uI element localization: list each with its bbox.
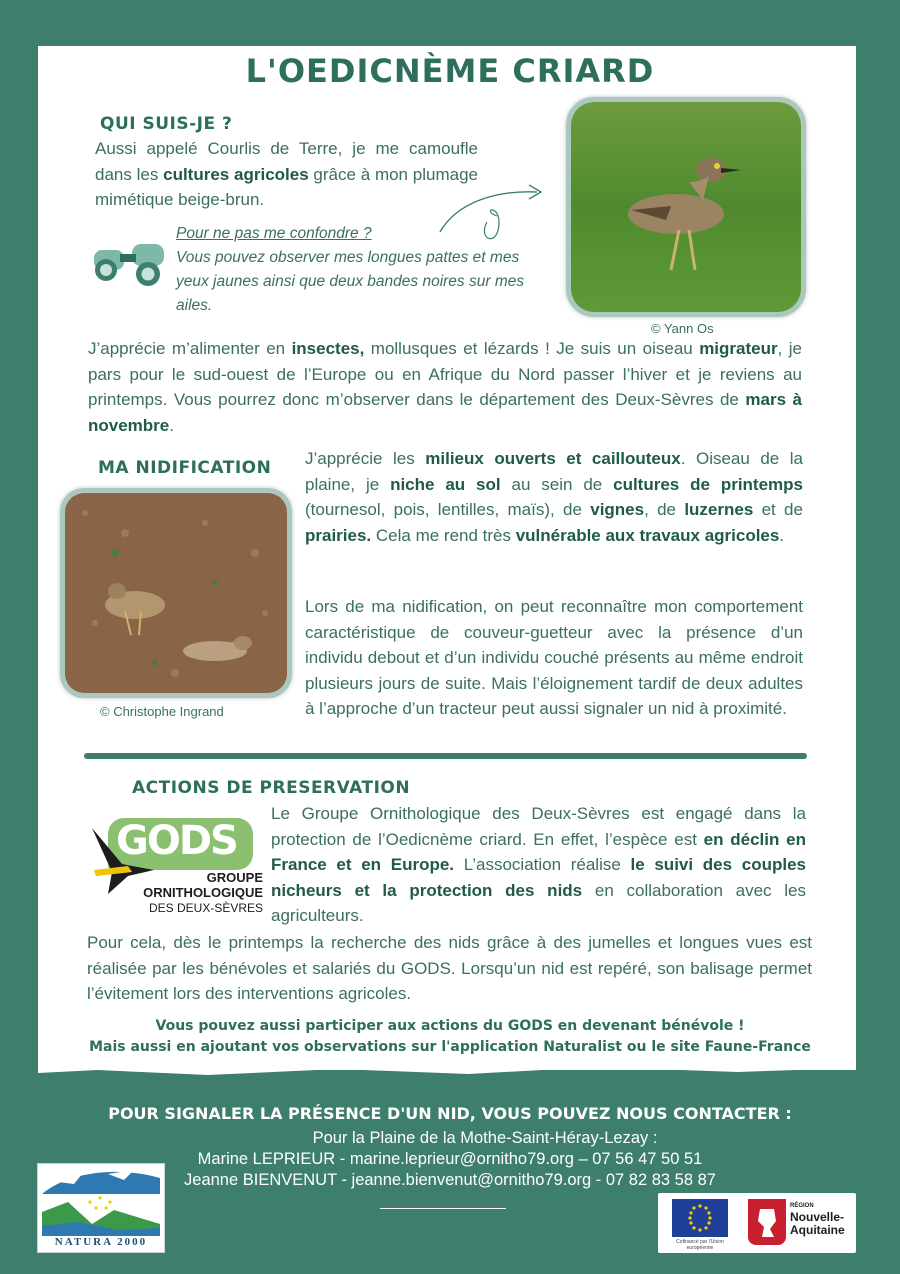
confuse-block [176,222,550,318]
contact-jeanne: Jeanne BIENVENUT - jeanne.bienvenut@ornitho79.org - 07 82 83 58 87 [184,1171,716,1189]
region-crest-icon [748,1199,786,1245]
actions-para1: Le Groupe Ornithologique des Deux-Sèvres est engagé dans la protection de l’Oedicnème criard. En effet, l’espèce est en déclin en France et en Europe. L’association réalise le suivi des couples nicheurs et la protection des nids en collaboration avec les agriculteurs. [271,804,806,925]
footer-rule [380,1208,506,1209]
contact-area: Pour la Plaine de la Mothe-Saint-Héray-Lezay : [312,1129,658,1147]
bird-photo-image [571,102,801,312]
nidification-para1: J’apprécie les milieux ouverts et caillouteux. Oiseau de la plaine, je niche au sol au sein de cultures de printemps (tournesol, pois, lentilles, maïs), de vignes, de luzernes et de prairies. Cela me rend très vulnérable aux travaux agricoles. [305,449,804,545]
torn-paper-edge [38,1060,856,1080]
eu-caption: Cofinancé par l'Union européenne [676,1239,724,1251]
region-small-label: RÉGION [790,1203,814,1209]
nidification-para2: Lors de ma nidification, on peut reconnaître mon comportement caractéristique de couveur-guetteur avec la présence d’un individu debout et d’un individu couché présents au même endroit plusieurs jours de suite. Mais l’éloignement tardif de deux adultes à l’approche d’un tracteur peut aussi signaler un nid à proximité. [305,597,803,718]
gods-logo-line3: DES DEUX-SÈVRES [148,901,263,915]
region-lion [748,1199,786,1245]
gods-logo [88,816,263,916]
gods-logo-text: GODS [116,818,237,864]
region-name-l1: Nouvelle- [790,1210,845,1224]
region-name [790,1211,845,1237]
region-name-l2: Aquitaine [790,1223,845,1237]
volunteer-cta: Vous pouvez aussi participer aux actions du GODS en devenant bénévole ! [155,1018,745,1034]
nest-photo-credit: © Christophe Ingrand [100,704,224,719]
natura-2000-logo [37,1163,165,1253]
gods-logo-line1: GROUPE [206,870,263,885]
gods-logo-line2: ORNITHOLOGIQUE [143,885,263,900]
bird-photo-credit: © Yann Os [651,321,714,336]
nest-photo-image [65,493,287,693]
qui-text: Aussi appelé Courlis de Terre, je me camoufle dans les cultures agricoles grâce à mon plumage mimétique beige-brun. [95,139,478,209]
actions-para2: Pour cela, dès le printemps la recherche des nids grâce à des jumelles et longues vues est réalisée par les bénévoles et salariés du GODS. Lorsqu’un nid est repéré, son balisage permet l’évitement lors des interventions agricoles. [87,933,812,1003]
section-divider [84,753,807,759]
confuse-text: Vous pouvez observer mes longues pattes et mes yeux jaunes ainsi que deux bandes noires sur mes ailes. [176,249,525,314]
gods-logo-caption [143,870,263,916]
confuse-title: Pour ne pas me confondre ? [176,225,372,242]
section-heading-nidification: MA NIDIFICATION [98,458,272,478]
contact-marine: Marine LEPRIEUR - marine.leprieur@ornitho79.org – 07 56 47 50 51 [197,1150,703,1168]
bird-photo [566,97,806,317]
observation-cta: Mais aussi en ajoutant vos observations sur l'application Naturalist ou le site Faune-France [89,1039,811,1055]
section-heading-qui: QUI SUIS-JE ? [100,114,233,134]
section-heading-actions: ACTIONS DE PRESERVATION [132,778,411,798]
alimentation-text: J’apprécie m’alimenter en insectes, mollusques et lézards ! Je suis un oiseau migrateur, je pars pour le sud-ouest de l’Europe ou en Afrique du Nord passer l’hiver et je reviens au printemps. Vous pourrez donc m’observer dans le département des Deux-Sèvres de mars à novembre. [88,339,803,435]
contact-heading: POUR SIGNALER LA PRÉSENCE D'UN NID, VOUS POUVEZ NOUS CONTACTER : [108,1104,792,1123]
eu-flag-icon [672,1199,728,1237]
eu-stars [672,1199,728,1237]
natura-2000-emblem [38,1164,164,1236]
nest-photo [60,488,292,698]
partners-logos [658,1193,856,1253]
natura-2000-text: NATURA 2000 [54,1236,148,1248]
page-title: L'OEDICNÈME CRIARD [245,52,655,90]
binoculars-icon [92,236,170,298]
